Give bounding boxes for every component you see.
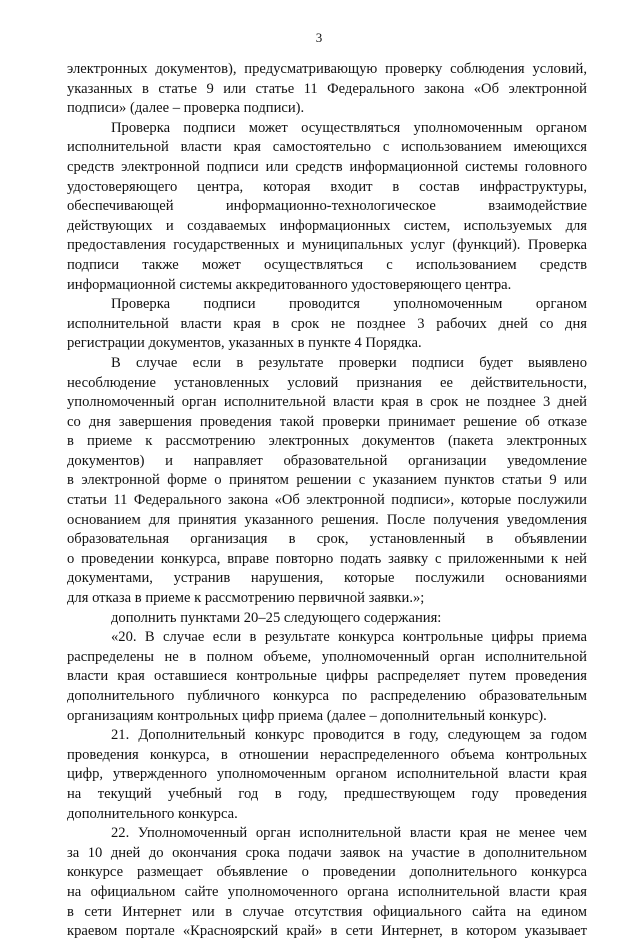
text-line: 21. Дополнительный конкурс проводится в году, следующем за годом	[111, 727, 587, 744]
text-line: В случае если в результате проверки подписи будет выявлено	[111, 354, 587, 371]
text-line: Проверка подписи может осуществляться уполномоченным органом	[111, 119, 587, 136]
text-line: «20. В случае если в результате конкурса контрольные цифры приема	[111, 629, 587, 646]
paragraph-signature-check-term	[67, 295, 587, 354]
text-line: в электронной форме о принятом решении с указанием пунктов статьи 9 или	[67, 472, 587, 489]
text-line: документами, устранив нарушения, которые послужили основаниями	[67, 570, 587, 587]
text-line: на текущий учебный год в году, предшествующем году проведения	[67, 785, 587, 802]
paragraph-refusal	[67, 354, 587, 609]
text-line: предоставления государственных и муниципальных услуг (функций). Проверка	[67, 237, 587, 254]
text-line: дополнительного публичного конкурса по распределению образовательным	[67, 688, 587, 704]
text-line: конкурсе размещает объявление о проведении дополнительного конкурса	[67, 864, 587, 881]
text-line: удостоверяющего центра, которая входит в состав инфраструктуры,	[67, 178, 587, 195]
text-line: со дня завершения проведения такой проверки принимает решение об отказе	[67, 413, 587, 430]
paragraph-amend	[67, 609, 587, 629]
text-line: средств электронной подписи или средств информационной системы головного	[67, 158, 587, 175]
text-line: организациям контрольных цифр приема (далее – дополнительный конкурс).	[67, 707, 547, 724]
text-line: дополнить пунктами 20–25 следующего содержания:	[111, 609, 442, 626]
text-line: распределены не в полном объеме, уполномоченный орган исполнительной	[67, 648, 587, 665]
text-line: цифр, утвержденного уполномоченным органом исполнительной власти края	[67, 766, 587, 783]
text-line: 22. Уполномоченный орган исполнительной власти края не менее чем	[111, 825, 587, 842]
text-line: подписи также может осуществляться с использованием средств	[67, 256, 587, 273]
text-line: дополнительного конкурса.	[67, 805, 238, 822]
text-line: в сети Интернет или в случае отсутствия официального сайта на едином	[67, 903, 587, 920]
text-line: указанных в статье 9 или статье 11 Федерального закона «Об электронной	[67, 80, 587, 97]
text-line: исполнительной власти края самостоятельно с использованием имеющихся	[67, 139, 587, 156]
text-line: электронных документов), предусматривающую проверку соблюдения условий,	[67, 61, 587, 77]
text-line: о проведении конкурса, вправе повторно подать заявку с приложенными к ней	[67, 550, 587, 567]
paragraph-signature-check-organ	[67, 119, 587, 295]
text-line: несоблюдение установленных условий признания ее действительности,	[67, 374, 587, 391]
text-line: основанием для принятия указанного решения. После получения уведомления	[67, 511, 587, 528]
text-line: проведения конкурса, в отношении нераспределенного объема контрольных	[67, 746, 587, 763]
text-line: исполнительной власти края в срок не позднее 3 рабочих дней со дня	[67, 315, 587, 332]
text-line: статьи 11 Федерального закона «Об электронной подписи», которые послужили	[67, 492, 587, 509]
text-line: регистрации документов, указанных в пункте 4 Порядка.	[67, 335, 422, 352]
text-line: для отказа в приеме к рассмотрению первичной заявки.»;	[67, 590, 425, 607]
page-number: 3	[315, 30, 323, 45]
paragraph-item-20	[67, 628, 587, 726]
text-line: подписи» (далее – проверка подписи).	[67, 100, 305, 117]
text-line: за 10 дней до окончания срока подачи заявок на участие в дополнительном	[67, 844, 587, 861]
text-line: уполномоченный орган исполнительной власти края в срок не позднее 3 дней	[67, 394, 587, 411]
text-line: власти края оставшиеся контрольные цифры распределяет путем проведения	[67, 668, 587, 685]
text-line: в приеме к рассмотрению электронных документов (пакета электронных	[67, 433, 587, 450]
paragraph-item-21	[67, 726, 587, 824]
paragraph-continuation	[67, 60, 587, 119]
text-line: обеспечивающей информационно-технологическое взаимодействие	[67, 198, 587, 215]
document-body	[67, 60, 587, 942]
text-line: краевом портале «Красноярский край» в сети Интернет, в котором указывает	[67, 923, 587, 940]
text-line: образовательная организация в срок, установленный в объявлении	[67, 531, 587, 548]
text-line: Проверка подписи проводится уполномоченным органом	[111, 296, 587, 313]
text-line: действующих и создаваемых информационных систем, используемых для	[67, 217, 587, 234]
text-line: документов) и направляет образовательной организации уведомление	[67, 452, 587, 469]
text-line: информационной системы аккредитованного удостоверяющего центра.	[67, 276, 512, 293]
text-line: на официальном сайте уполномоченного органа исполнительной власти края	[67, 883, 587, 900]
paragraph-item-22	[67, 824, 587, 942]
